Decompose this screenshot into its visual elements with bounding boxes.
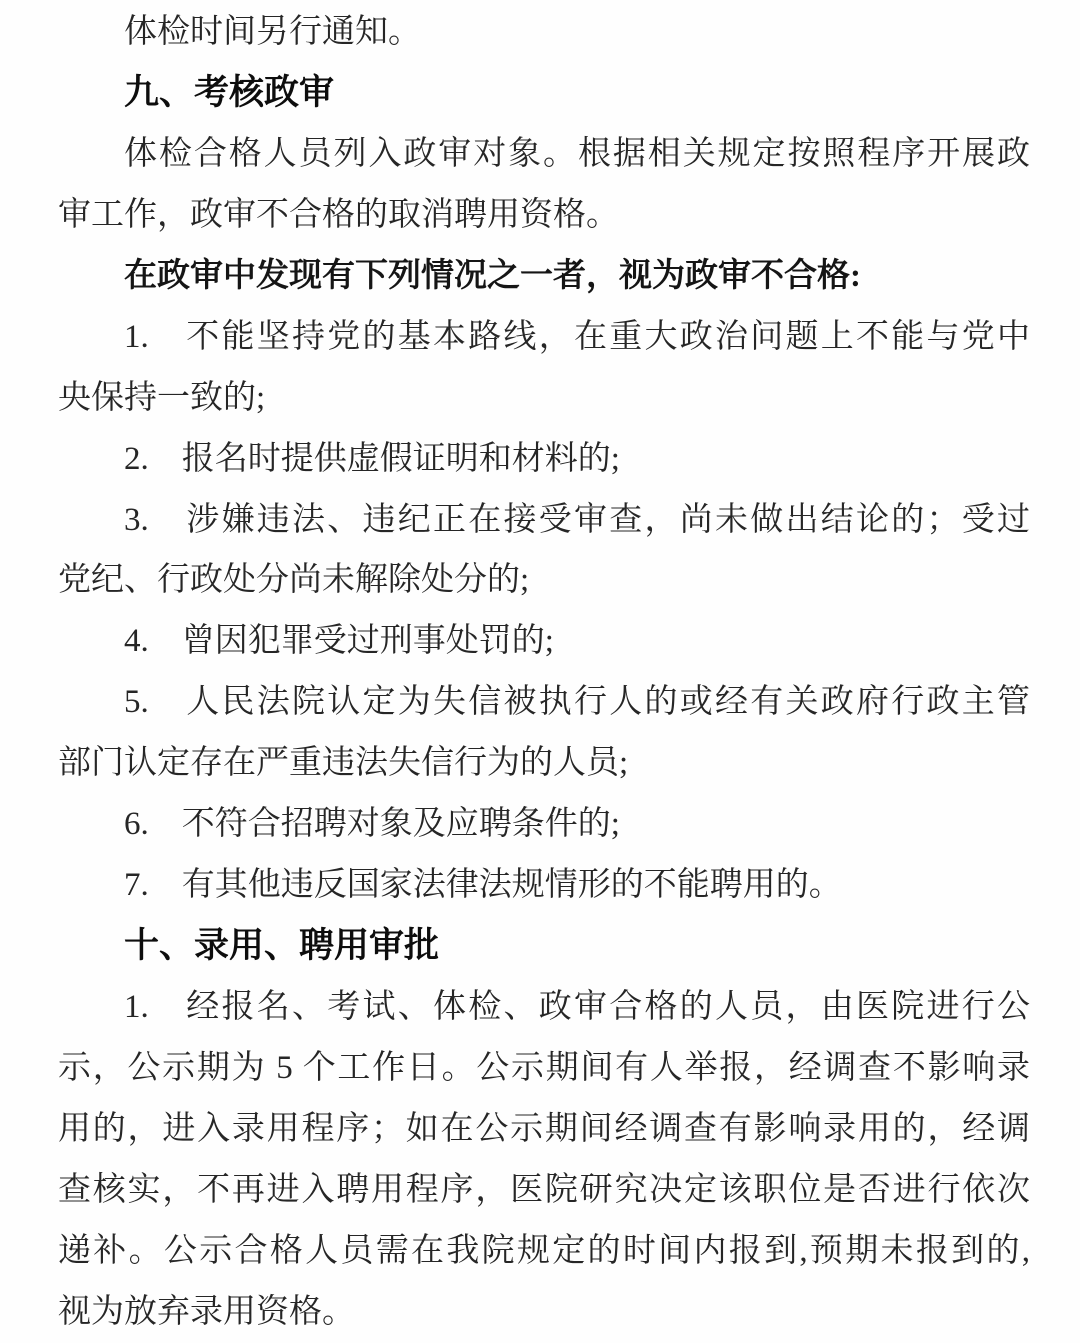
fail-item-6-line: 6. 不符合招聘对象及应聘条件的; [124, 806, 620, 843]
approval-item-1-line: 递补。公示合格人员需在我院规定的时间内报到,预期未报到的, [58, 1232, 1030, 1269]
fail-item-2-line: 2. 报名时提供虚假证明和材料的; [124, 440, 620, 477]
section-10-heading: 十、录用、聘用审批 [124, 926, 440, 966]
political-review-fail-lead-line: 在政审中发现有下列情况之一者，视为政审不合格: [124, 257, 861, 294]
fail-item-1-line: 1. 不能坚持党的基本路线，在重大政治问题上不能与党中 [124, 318, 1030, 355]
fail-item-3-line: 党纪、行政处分尚未解除处分的; [58, 562, 530, 599]
approval-item-1-line: 查核实，不再进入聘用程序，医院研究决定该职位是否进行依次 [58, 1171, 1030, 1208]
section-9-heading: 九、考核政审 [124, 72, 335, 112]
fail-item-3-line: 3. 涉嫌违法、违纪正在接受审查，尚未做出结论的；受过 [124, 501, 1030, 538]
fail-item-7-line: 7. 有其他违反国家法律法规情形的不能聘用的。 [124, 867, 842, 904]
approval-item-1-line: 1. 经报名、考试、体检、政审合格的人员，由医院进行公 [124, 989, 1030, 1025]
fail-item-1-line: 央保持一致的; [58, 379, 266, 416]
approval-item-1-line: 用的，进入录用程序；如在公示期间经调查有影响录用的，经调 [58, 1110, 1030, 1147]
prev-section-closing-line: 体检时间另行通知。 [124, 14, 421, 50]
section-9-intro-line: 体检合格人员列入政审对象。根据相关规定按照程序开展政 [124, 135, 1030, 172]
fail-item-4-line: 4. 曾因犯罪受过刑事处罚的; [124, 623, 554, 660]
section-9-intro-line: 审工作，政审不合格的取消聘用资格。 [58, 196, 619, 233]
approval-item-1-line: 示，公示期为 5 个工作日。公示期间有人举报，经调查不影响录 [58, 1049, 1030, 1086]
approval-item-1-line: 视为放弃录用资格。 [58, 1293, 355, 1330]
fail-item-5-line: 5. 人民法院认定为失信被执行人的或经有关政府行政主管 [124, 684, 1030, 721]
fail-item-5-line: 部门认定存在严重违法失信行为的人员; [58, 745, 629, 782]
